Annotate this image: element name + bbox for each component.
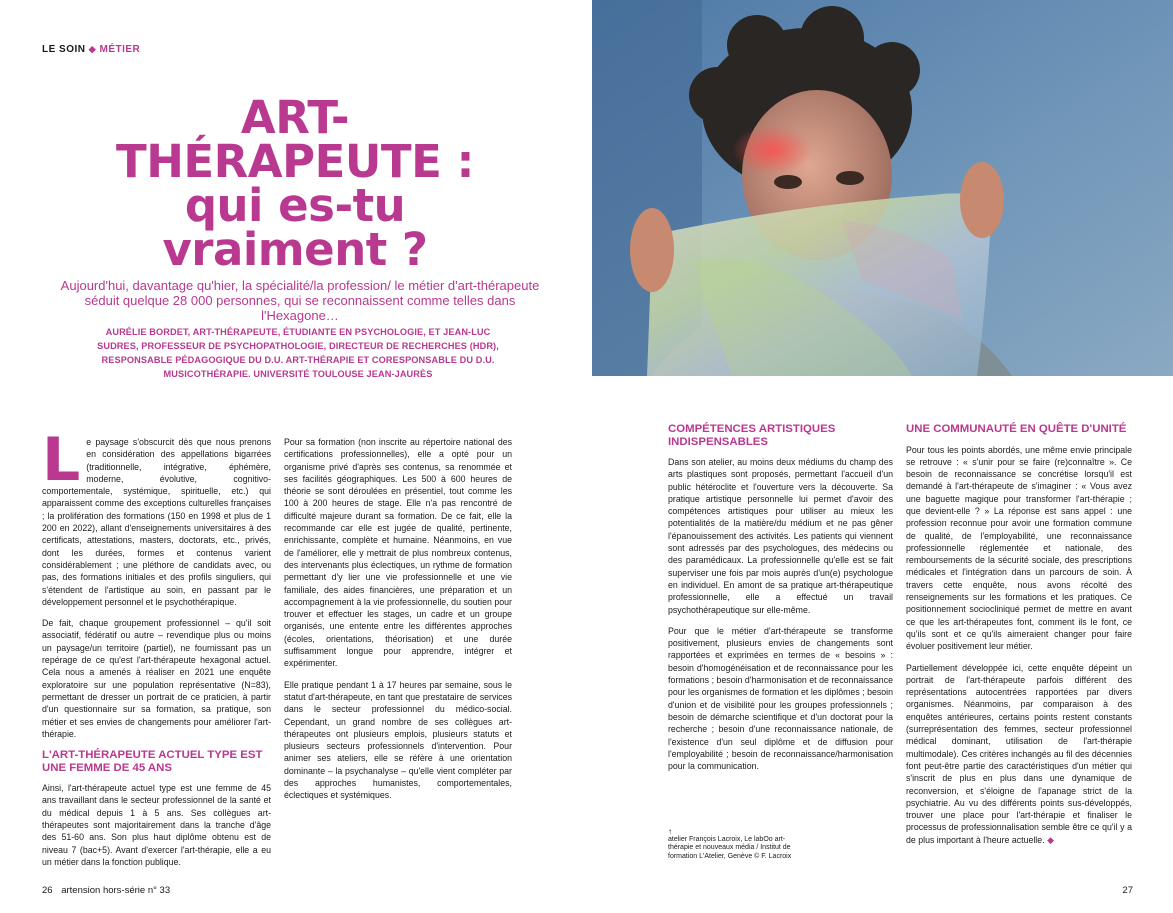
column-4 (906, 423, 1132, 855)
paragraph: Ainsi, l'art-thérapeute actuel type est une femme de 45 ans travaillant dans le secteur professionnel de la santé et du médical depuis 1 à 5 ans. Ses collègues art-thérapeutes sont majoritairement dans la tranche d'âge des 51-60 ans. Son plus haut diplôme obtenu est de niveau 7 (bac+5). Avant d'exercer l'art-thérapie, elle a eu un métier dans la fonction publique. (42, 783, 271, 867)
diamond-icon: ◆ (88, 44, 97, 54)
page-number-left: 26 (42, 885, 53, 896)
article-title (100, 91, 490, 276)
paragraph-text: Partiellement développée ici, cette enquête dépeint un portrait de l'art-thérapeute parfois différent des représentations autocentrées rapportées par divers organismes. Néanmoins, par comparaison à des enquêtes antérieures, certains points restent constants (surreprésentation des femmes, secteur professionnel médical dominant, utilisation de l'art-thérapie multimodale). Ces critères inchangés au fil des décennies font peut-être partie des caractéristiques d'un métier qui s'inscrit de plus en plus dans une dynamique de reconversion, et s'éloigne de l'apanage strict de la psychiatrie. Au vu des différents points sus-développés, trouver une place pour l'art-thérapie et finaliser le processus de professionnalisation semble être ce qu'il y a de plus important à l'heure actuelle. (906, 662, 1132, 845)
page-number-right: 27 (1122, 885, 1133, 896)
section-name: LE SOIN (42, 44, 86, 55)
subheading: L'ART-THÉRAPEUTE ACTUEL TYPE EST UNE FEMME DE 45 ANS (42, 749, 263, 774)
column-1 (42, 425, 271, 877)
article-authors: AURÉLIE BORDET, ART-THÉRAPEUTE, ÉTUDIANTE EN PSYCHOLOGIE, ET JEAN-LUC SUDRES, PROFESSEUR DE PSYCHOPATHOLOGIE, DIRECTEUR DE RECHERCHES (HDR), RESPONSABLE PÉDAGOGIQUE DU D.U. ART-THÉRAPIE ET CORESPONSABLE DU D.U. MUSICOTHÉRAPIE. UNIVERSITÉ TOULOUSE JEAN-JAURÈS (97, 327, 499, 379)
dropcap: L (42, 425, 81, 495)
title-line-4: vraiment ? (162, 223, 428, 276)
paragraph: Elle pratique pendant 1 à 17 heures par semaine, sous le statut d'art-thérapeute, en tant que prestataire de services dans le secteur professionnel du médico-social. Cependant, un grand nombre de ses collègues art-thérapeutes ont plusieurs emplois, plusieurs statuts et plusieurs secteurs professionnels d'intervention. Pour animer ses ateliers, elle se réfère à une orientation dominante – la psychanalyse – qu'elle vient compléter par des approches humanistes, comportementales, éclectiques et systémiques. (284, 679, 512, 801)
section-subname: MÉTIER (99, 44, 141, 55)
paragraph (42, 425, 271, 608)
subheading: UNE COMMUNAUTÉ EN QUÊTE D'UNITÉ (906, 423, 1127, 435)
paragraph: De fait, chaque groupement professionnel – qu'il soit associatif, fédératif ou autre – revendique plus ou moins un paysage/un territoire (partiel), ne fournissant pas un repérage de ce qu'est l'art-thérapeute hexagonal actuel. Cela nous a amenés à réaliser en 2021 une enquête exploratoire sur une population représentative (N=83), permettant de dresser un portrait de ce praticien, à partir d'un questionnaire sur sa formation, sa pratique, son métier et ses envies de changements pour améliorer l'art-thérapie. (42, 618, 271, 739)
end-diamond-icon: ◆ (1047, 834, 1054, 845)
photo-credit (668, 827, 808, 861)
title-line-1: ART- (240, 91, 350, 144)
article-intro: Aujourd'hui, davantage qu'hier, la spécialité/la profession/ le métier d'art-thérapeute séduit quelque 28 000 personnes, qui se reconnaissent comme telles dans l'Hexagone… (60, 278, 540, 323)
arrow-up-icon: ↑ (668, 827, 672, 836)
paragraph: Pour tous les points abordés, une même envie principale se retrouve : « s'unir pour se faire (re)connaître ». Ce besoin de reconnaissance se concrétise lorsqu'il est demandé à l'art-thérapeute de s'imaginer : « Vous avez une baguette magique pour transformer l'art-thérapie ; que devient-elle ? » La réponse est sans appel : une profession reconnue pour avoir une formation commune de qualité, de l'employabilité, une reconnaissance professionnelle réglementée et nationale, des remboursements de la sécurité sociale, des prescriptions médicales et l'intégration dans un parcours de soin. À travers cette enquête, nous avons récolté des renseignements sur les formations et les pratiques. Ce positionnement sociocliniqué permet de mettre en avant ce que les art-thérapeutes font, comment ils le font, ce qu'ils sont et ce qu'ils aimeraient changer pour faire évoluer positivement leur métier. (906, 444, 1132, 652)
folio-left (42, 885, 170, 896)
title-line-2: THÉRAPEUTE : (116, 135, 474, 188)
photo-credit-text: atelier François Lacroix, Le labOo art-thérapie et nouveaux média / Institut de formation L'Atelier, Genève © F. Lacroix (668, 836, 792, 860)
paragraph: Dans son atelier, au moins deux médiums du champ des arts plastiques sont proposés, permettant l'accueil d'un public hétéroclite et l'ouverture vers la découverte. Sa pratique artistique personnelle lui permet d'avoir des compétences artistiques pour utiliser au mieux les potentialités de la matière/du médium et ne pas gêner l'épanouissement des activités. Les patients qui viennent sont adressés par des psychologues, des médecins ou des paramédicaux. La professionnelle qu'elle est se fait superviser une fois par mois auprès d'un(e) psychologue en individuel. En amont de sa pratique art-thérapeutique professionnelle, elle a effectué un travail psychothérapeutique sur elle-même. (668, 457, 893, 615)
subheading: COMPÉTENCES ARTISTIQUES INDISPENSABLES (668, 423, 836, 448)
article-photo (592, 0, 1173, 376)
title-line-3: qui es-tu (184, 179, 406, 232)
section-tag (42, 44, 140, 55)
column-3 (668, 423, 893, 781)
paragraph (906, 662, 1132, 846)
paragraph-text: e paysage s'obscurcit dès que nous prenons en considération des appellations bigarrées (traditionnelle, intégrative, éphémère, moderne, évolutive, cognitivo-comportementale, systémique, spirituelle, etc.) qui apparaissent comme des exceptions culturelles françaises ; la prolifération des formations (150 en 1998 et plus de 1 200 en 2022), allant d'enseignements universitaires à des certificats, attestations, masters, doctorats, etc., privés, dont les durées, formes et contenus varient considérablement ; une pléthore de candidats avec, ou pas, des formations initiales et des profils singuliers, qui s'étendent de l'artistique au soin, en passant par le développement personnel et le psychothérapique. (42, 437, 271, 607)
column-2 (284, 436, 512, 811)
paragraph: Pour sa formation (non inscrite au répertoire national des certifications professionnelles), elle a opté pour un organisme privé d'après ses contenus, sa renommée et ses facilités géographiques. Les 500 à 600 heures de théorie se sont déroulées en présentiel, tout comme les 100 à 200 heures de stage. Elle n'a pas rencontré de difficulté majeure durant sa formation. De ce fait, elle la recommande car elle est jugée de qualité, pertinente, enrichissante, complète et humaine. Néanmoins, en vue de l'améliorer, elle y mettrait de plus nombreux contenus, des intervenants plus éclectiques, un rythme de formation permettant d'y lier une vie professionnelle et une vie familiale, des aides financières, une préparation et un accompagnement à la vie professionnelle, du soutien pour trouver et effectuer les stages, un cadre et un groupe organisés, une entente entre les différentes approches (écoles, orientations, théorisation) et une durée suffisamment longue pour apprendre, intégrer et expérimenter. (284, 437, 512, 669)
publication-name: artension hors-série n° 33 (61, 885, 171, 896)
paragraph: Pour que le métier d'art-thérapeute se transforme positivement, plusieurs envies de changements sont rapportées et exprimées en termes de « besoins » : besoin d'homogénéisation et de reconnaissance pour les formations ; besoin d'harmonisation et de reconnaissance pour les organismes de formation et les diplômes ; besoin d'union et de visibilité pour les groupes professionnels ; besoin de démarche scientifique et d'un doctorat pour la recherche ; besoin d'une reconnaissance nationale, de l'existence d'un seul diplôme et de diffusion pour l'employabilité ; besoin de reconnaissance/harmonisation pour la communication. (668, 625, 893, 772)
photo-illustration (592, 0, 1173, 376)
